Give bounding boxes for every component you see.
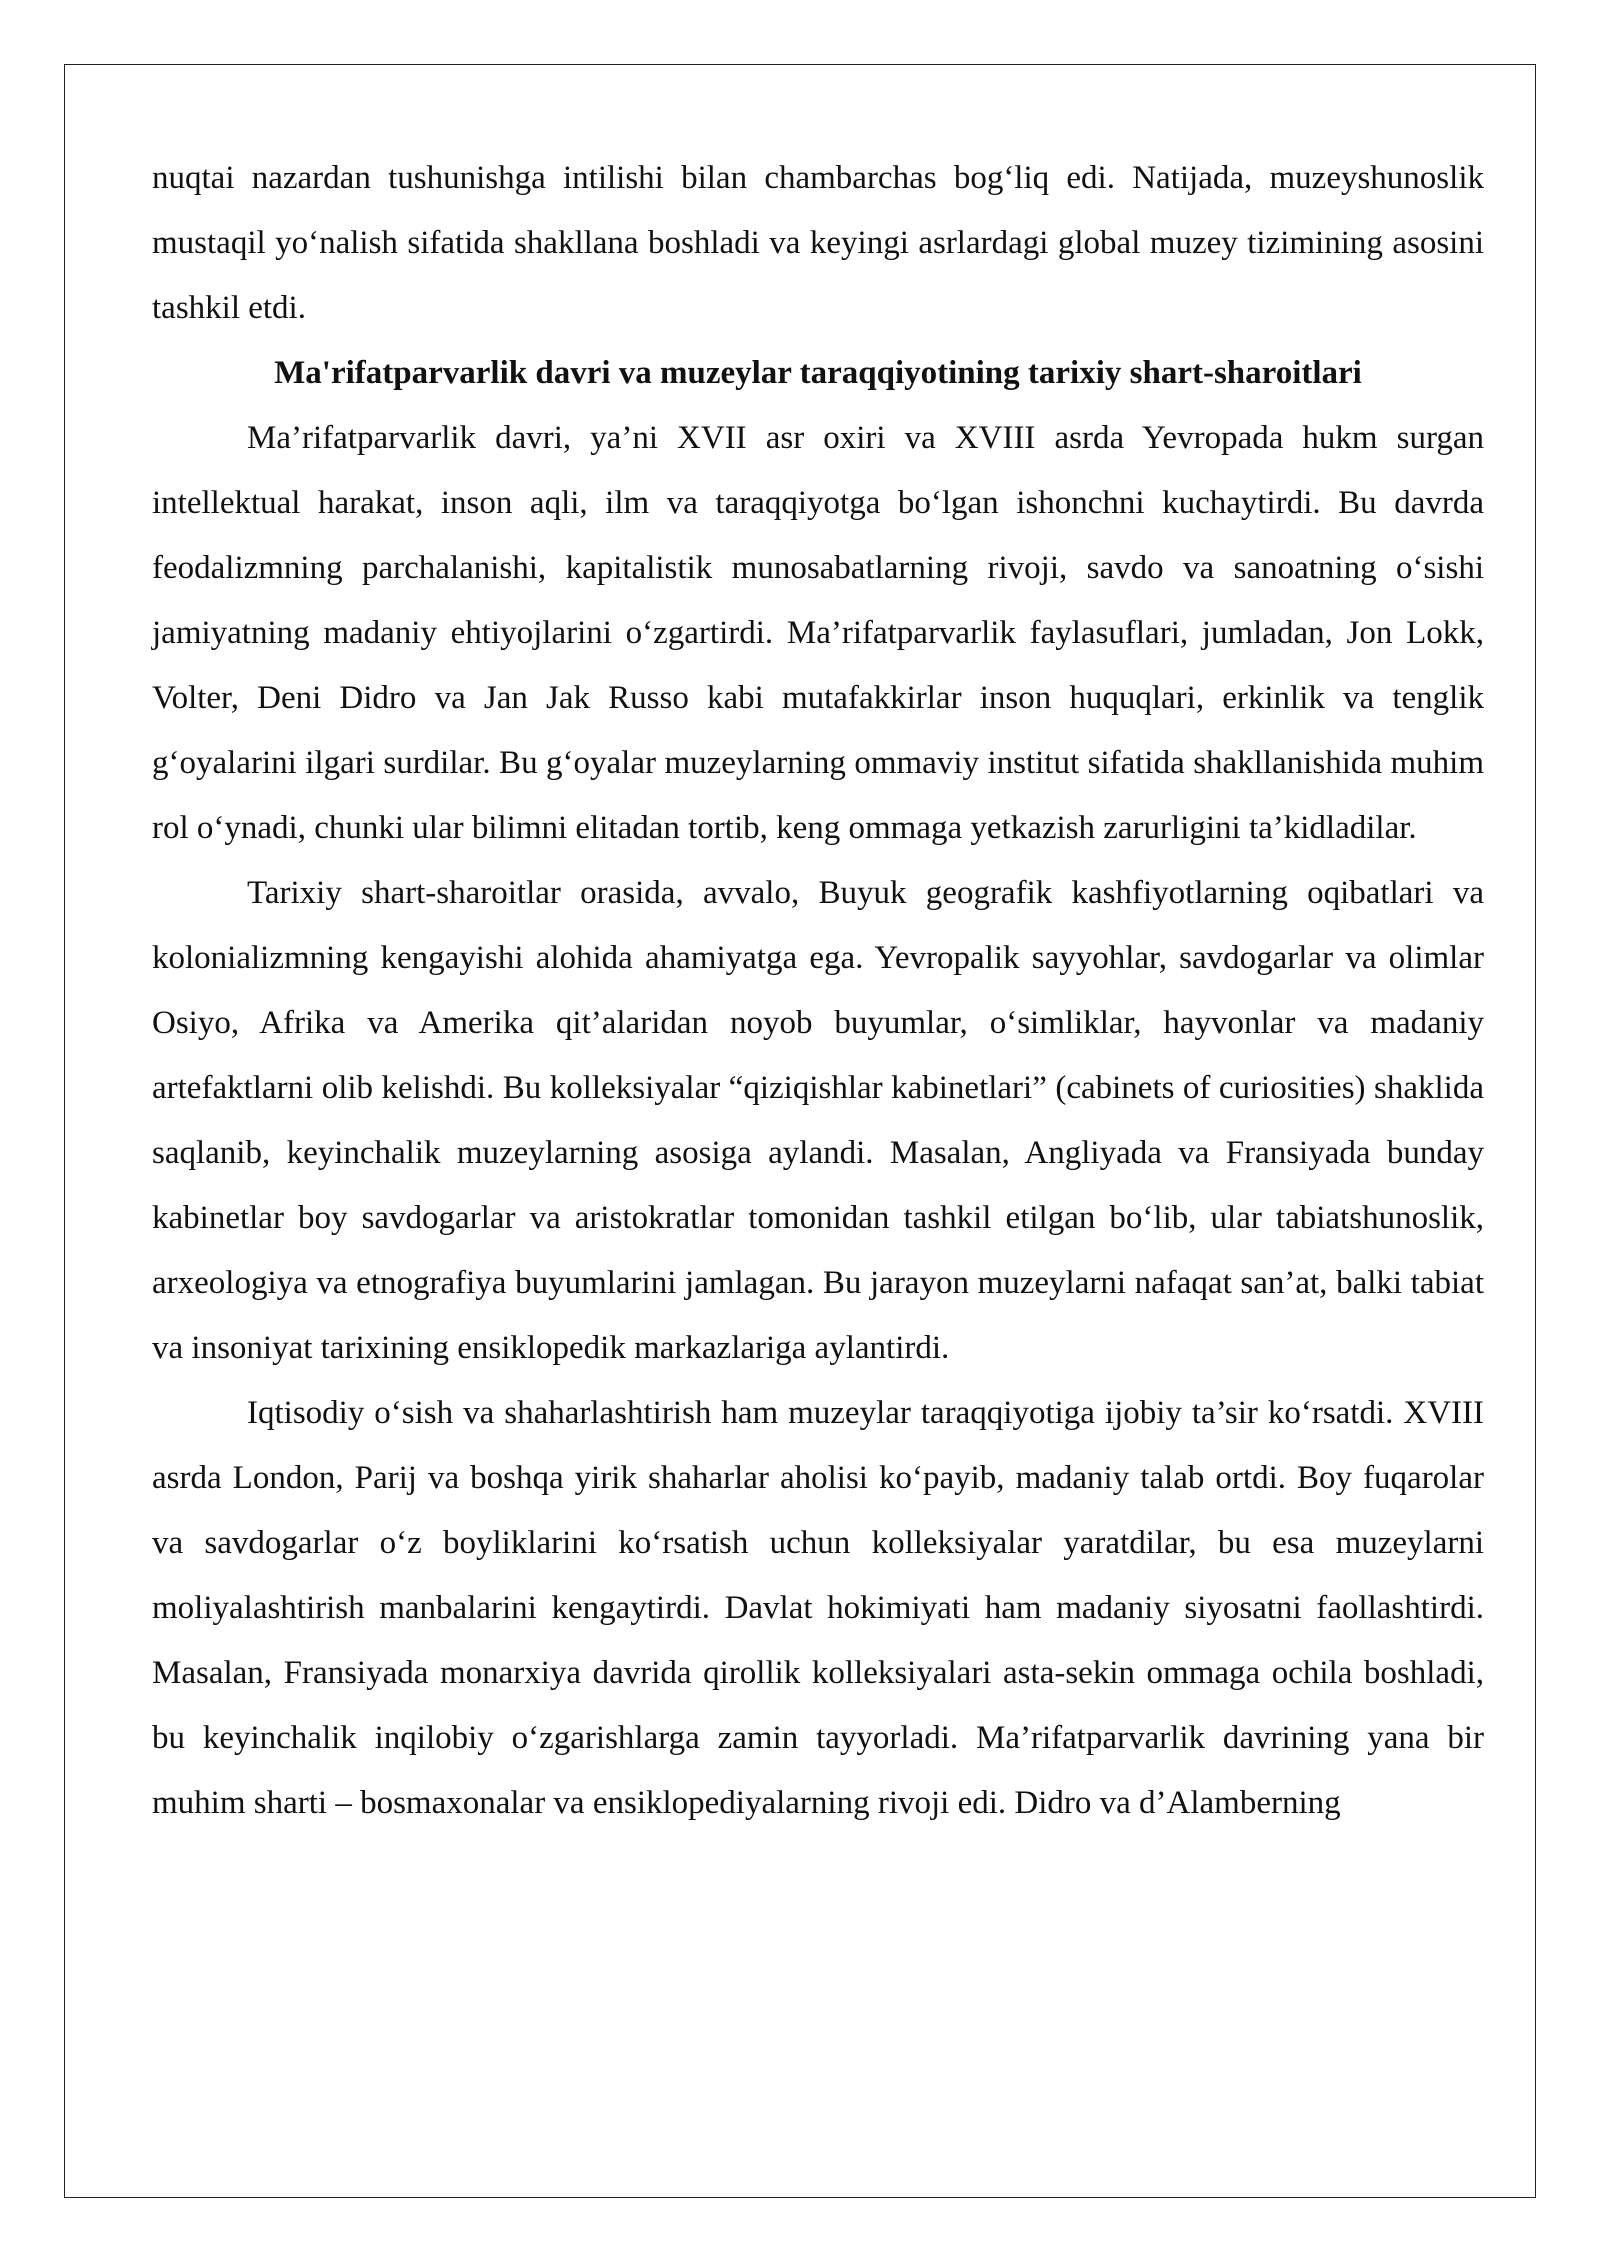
paragraph-enlightenment-era: Ma’rifatparvarlik davri, ya’ni XVII asr oxiri va XVIII asrda Yevropada hukm surgan intellektual harakat, inson aqli, ilm va taraqqiyotga bo‘lgan ishonchni kuchaytirdi. Bu davrda feodalizmning parchalanishi, kapitalistik munosabatlarning rivoji, savdo va sanoatning o‘sishi jamiyatning madaniy ehtiyojlarini o‘zgartirdi. Ma’rifatparvarlik faylasuflari, jumladan, Jon Lokk, Volter, Deni Didro va Jan Jak Russo kabi mutafakkirlar inson huquqlari, erkinlik va tenglik g‘oyalarini ilgari surdilar. Bu g‘oyalar muzeylarning ommaviy institut sifatida shakllanishida muhim rol o‘ynadi, chunki ular bilimni elitadan tortib, keng ommaga yetkazish zarurligini ta’kidladilar. bbox=[152, 420, 1484, 846]
document-body bbox=[152, 146, 1484, 1836]
paragraph-economic-growth: Iqtisodiy o‘sish va shaharlashtirish ham muzeylar taraqqiyotiga ijobiy ta’sir ko‘rsatdi. XVIII asrda London, Parij va boshqa yirik shaharlar aholisi ko‘payib, madaniy talab ortdi. Boy fuqarolar va savdogarlar o‘z boyliklarini ko‘rsatish uchun kolleksiyalar yaratdilar, bu esa muzeylarni moliyalashtirish manbalarini kengaytirdi. Davlat hokimiyati ham madaniy siyosatni faollashtirdi. Masalan, Fransiyada monarxiya davrida qirollik kolleksiyalari asta-sekin ommaga ochila boshladi, bu keyinchalik inqilobiy o‘zgarishlarga zamin tayyorladi. Ma’rifatparvarlik davrining yana bir muhim sharti – bosmaxonalar va ensiklopediyalarning rivoji edi. Didro va d’Alamberning bbox=[152, 1395, 1484, 1821]
paragraph-historical-conditions: Tarixiy shart-sharoitlar orasida, avvalo, Buyuk geografik kashfiyotlarning oqibatlari va kolonializmning kengayishi alohida ahamiyatga ega. Yevropalik sayyohlar, savdogarlar va olimlar Osiyo, Afrika va Amerika qit’alaridan noyob buyumlar, o‘simliklar, hayvonlar va madaniy artefaktlarni olib kelishdi. Bu kolleksiyalar “qiziqishlar kabinetlari” (cabinets of curiosities) shaklida saqlanib, keyinchalik muzeylarning asosiga aylandi. Masalan, Angliyada va Fransiyada bunday kabinetlar boy savdogarlar va aristokratlar tomonidan tashkil etilgan bo‘lib, ular tabiatshunoslik, arxeologiya va etnografiya buyumlarini jamlagan. Bu jarayon muzeylarni nafaqat san’at, balki tabiat va insoniyat tarixining ensiklopedik markazlariga aylantirdi. bbox=[152, 875, 1484, 1366]
paragraph-continuation: nuqtai nazardan tushunishga intilishi bilan chambarchas bog‘liq edi. Natijada, muzeyshunoslik mustaqil yo‘nalish sifatida shakllana boshladi va keyingi asrlardagi global muzey tizimining asosini tashkil etdi. bbox=[152, 160, 1484, 326]
section-heading: Ma'rifatparvarlik davri va muzeylar taraqqiyotining tarixiy shart-sharoitlari bbox=[274, 355, 1362, 391]
